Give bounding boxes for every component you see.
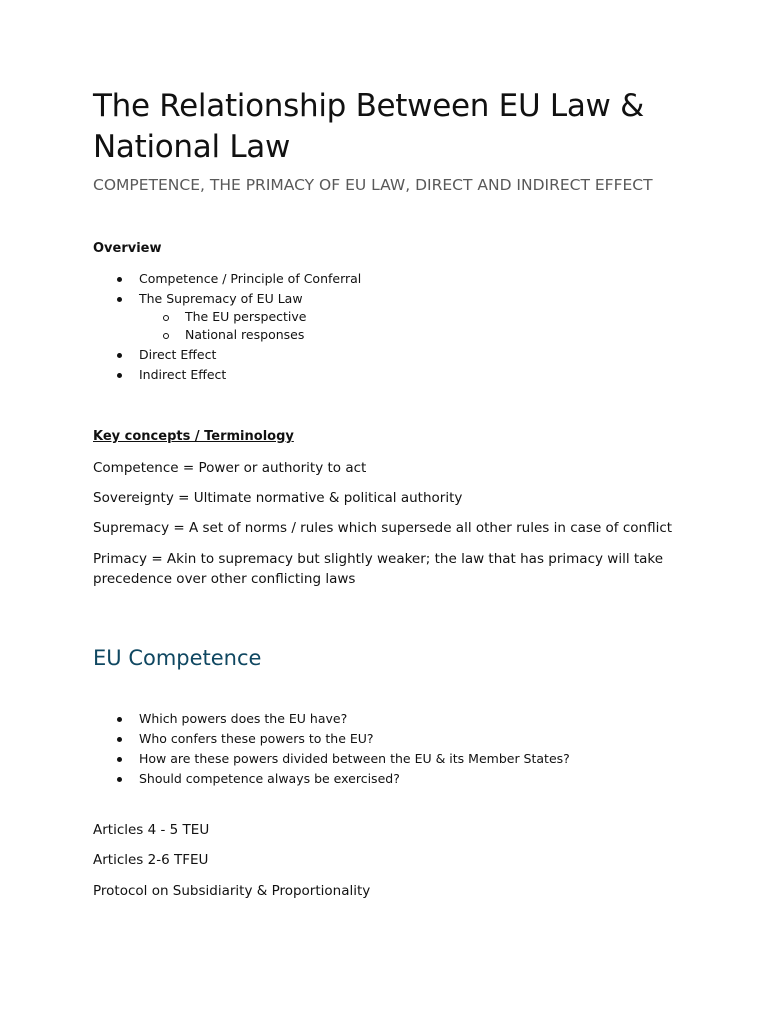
list-item <box>93 366 361 384</box>
bullet-icon <box>117 717 122 722</box>
list-item-label: Which powers does the EU have? <box>139 711 348 726</box>
sub-list-container <box>93 308 361 344</box>
eu-competence-heading: EU Competence <box>93 646 262 670</box>
sub-list-item-label: The EU perspective <box>185 309 307 324</box>
bullet-icon <box>117 373 122 378</box>
bullet-icon <box>117 777 122 782</box>
bullet-icon <box>117 737 122 742</box>
list-item <box>93 770 570 788</box>
overview-list <box>93 270 361 386</box>
bullet-icon <box>117 297 122 302</box>
list-item-label: Indirect Effect <box>139 367 227 382</box>
list-item <box>93 270 361 288</box>
term-definition: Supremacy = A set of norms / rules which supersede all other rules in case of conflict <box>93 520 673 536</box>
competence-questions-list <box>93 710 570 790</box>
document-title: The Relationship Between EU Law & National Law <box>93 88 645 165</box>
bullet-icon <box>117 277 122 282</box>
list-item <box>93 730 570 748</box>
document-subtitle: COMPETENCE, THE PRIMACY OF EU LAW, DIRECT AND INDIRECT EFFECT <box>93 176 653 194</box>
term-definition: Competence = Power or authority to act <box>93 460 367 476</box>
list-item <box>93 290 361 308</box>
list-item <box>93 346 361 364</box>
sub-list-item <box>93 326 361 344</box>
list-item-label: Direct Effect <box>139 347 217 362</box>
hollow-bullet-icon <box>163 315 169 321</box>
sub-list <box>93 308 361 344</box>
term-definition: Primacy = Akin to supremacy but slightly weaker; the law that has primacy will take precedence over other conflicting laws <box>93 551 664 587</box>
term-definition: Sovereignty = Ultimate normative & political authority <box>93 490 463 506</box>
article-reference: Articles 4 - 5 TEU <box>93 822 210 838</box>
bullet-icon <box>117 757 122 762</box>
key-concepts-heading: Key concepts / Terminology <box>93 429 294 444</box>
bullet-icon <box>117 353 122 358</box>
sub-list-item <box>93 308 361 326</box>
list-item <box>93 750 570 768</box>
overview-heading: Overview <box>93 241 162 256</box>
article-reference: Protocol on Subsidiarity & Proportionality <box>93 883 371 899</box>
list-item-label: How are these powers divided between the EU & its Member States? <box>139 751 570 766</box>
list-item <box>93 710 570 728</box>
list-item-label: Should competence always be exercised? <box>139 771 400 786</box>
list-item-label: The Supremacy of EU Law <box>139 291 303 306</box>
hollow-bullet-icon <box>163 333 169 339</box>
sub-list-item-label: National responses <box>185 327 305 342</box>
list-item-label: Who confers these powers to the EU? <box>139 731 374 746</box>
document-page <box>93 86 693 899</box>
article-reference: Articles 2-6 TFEU <box>93 852 209 868</box>
list-item-label: Competence / Principle of Conferral <box>139 271 362 286</box>
